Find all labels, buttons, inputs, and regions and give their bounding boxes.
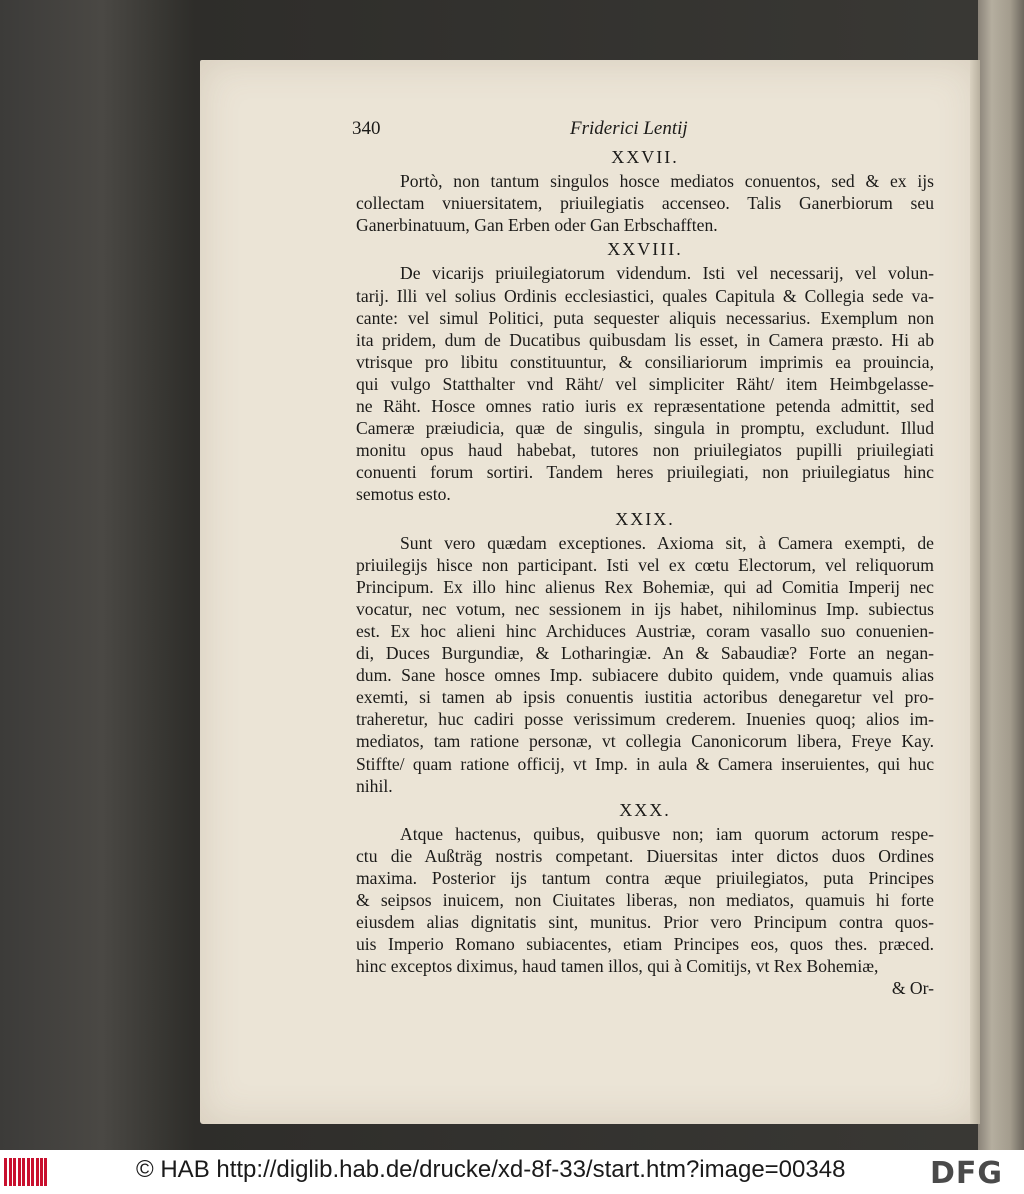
- logo-stripe: [9, 1158, 12, 1186]
- text-line: est. Ex hoc alieni hinc Archiduces Austriæ, coram vasallo suo conuenien-: [356, 620, 934, 641]
- text-line: eiusdem alias dignitatis sint, munitus. Prior vero Principum contra quos-: [356, 912, 934, 933]
- logo-stripe: [31, 1158, 34, 1186]
- text-line: hinc exceptos diximus, haud tamen illos, qui à Comitijs, vt Rex Bohemiæ,: [356, 956, 879, 977]
- text-line: uis Imperio Romano subiacentes, etiam Principes eos, quos thes. præced.: [356, 934, 934, 955]
- text-line: ita pridem, dum de Ducatibus quibusdam lis esset, in Camera præsto. Hi ab: [356, 329, 934, 350]
- text-line: mediatos, tam ratione personæ, vt collegia Canonicorum libera, Freye Kay.: [356, 731, 934, 752]
- text-line: collectam vniuersitatem, priuilegiatis accenseo. Talis Ganerbiorum seu: [356, 193, 934, 214]
- logo-stripe: [4, 1158, 7, 1186]
- sections: [356, 146, 934, 977]
- text-line: cante: vel simul Politici, puta sequester aliquis necessarius. Exemplum non: [356, 307, 934, 328]
- text-line: nihil.: [356, 775, 393, 796]
- text-line: Principum. Ex illo hinc alienus Rex Bohemiæ, qui ad Comitia Imperij nec: [356, 576, 934, 597]
- text-line: conuenti forum sortiri. Tandem heres priuilegiati, non priuilegiatus hinc: [356, 462, 934, 483]
- catchword-line: [356, 977, 934, 999]
- text-line: semotus esto.: [356, 484, 451, 505]
- footer-bar: [0, 1150, 1024, 1194]
- text-line: Stiffte/ quam ratione officij, vt Imp. in aula & Camera inseruientes, qui huc: [356, 753, 934, 774]
- logo-stripe: [18, 1158, 21, 1186]
- text-line: qui vulgo Statthalter vnd Räht/ vel simpliciter Räht/ item Heimbgelasse-: [356, 373, 934, 394]
- text-line: tarij. Illi vel solius Ordinis ecclesiastici, quales Capitula & Collegia sede va-: [356, 285, 934, 306]
- text-line: Ganerbinatuum, Gan Erben oder Gan Erbschafften.: [356, 215, 718, 236]
- text-line: maxima. Posterior ijs tantum contra æque priuilegiatos, puta Principes: [356, 868, 934, 888]
- section-heading: XXIX.: [615, 508, 675, 529]
- page-text: [352, 118, 934, 1000]
- dfg-logo: DFG: [930, 1156, 1004, 1191]
- running-head: [352, 118, 934, 144]
- paragraph: [356, 532, 934, 797]
- page-number: 340: [352, 118, 381, 139]
- hab-barcode-logo: [4, 1158, 48, 1186]
- paragraph: [356, 170, 934, 236]
- text-line: di, Duces Burgundiæ, & Lotharingiæ. An & Sabaudiæ? Forte an negan-: [356, 643, 934, 664]
- page-edge: [970, 60, 980, 1124]
- logo-stripe: [22, 1158, 25, 1186]
- text-line: vocatur, nec votum, nec sessionem in ijs habet, nihilominus Imp. subiectus: [356, 598, 934, 619]
- section-heading: XXVII.: [611, 147, 679, 167]
- logo-stripe: [13, 1158, 16, 1186]
- paragraph: [356, 262, 934, 505]
- running-title: Friderici Lentij: [570, 118, 688, 139]
- text-line: ne Räht. Hosce omnes ratio iuris ex repræsentatione petenda admittit, sed: [356, 396, 934, 417]
- text-line: Sunt vero quædam exceptiones. Axioma sit, à Camera exempti, de: [400, 532, 934, 553]
- text-line: exemti, si tamen ab ipsis conuentis iustitia actoribus denegaretur vel pro-: [356, 687, 934, 708]
- text-line: Portò, non tantum singulos hosce mediatos conuentos, sed & ex ijs: [400, 171, 934, 192]
- logo-stripe: [40, 1158, 43, 1186]
- section-heading: XXX.: [619, 799, 671, 820]
- text-line: & seipsos inuicem, non Ciuitates liberas, non mediatos, quamuis hi forte: [356, 890, 934, 911]
- text-line: ctu die Außträg nostris competant. Diuersitas inter dictos duos Ordines: [356, 845, 934, 866]
- text-line: priuilegijs hisce non participant. Isti vel ex cœtu Electorum, vel reliquorum: [356, 554, 934, 575]
- logo-stripe: [27, 1158, 30, 1186]
- logo-stripe: [36, 1158, 39, 1186]
- catchword: & Or-: [891, 978, 934, 999]
- paragraph: [356, 823, 934, 978]
- text-line: monitu opus haud habebat, tutores non priuilegiatos pupilli priuilegiati: [356, 440, 934, 461]
- logo-stripe: [44, 1158, 47, 1186]
- text-line: Atque hactenus, quibus, quibusve non; iam quorum actorum respe-: [400, 823, 934, 844]
- text-line: traheretur, huc cadiri posse verissimum crederem. Inuenies quoq; alios im-: [356, 709, 934, 730]
- text-line: vtrisque pro libitu constituuntur, & consiliariorum imprimis ea prouincia,: [356, 351, 934, 372]
- section-heading: XXVIII.: [607, 239, 683, 260]
- text-line: De vicarijs priuilegiatorum videndum. Isti vel necessarij, vel volun-: [400, 263, 934, 284]
- text-line: Cameræ præiudicia, quæ de singulis, singula in promptu, excludunt. Illud: [356, 418, 934, 439]
- text-line: dum. Sane hosce omnes Imp. subiacere dubito quidem, vnde quamuis alias: [356, 665, 934, 686]
- copyright-url[interactable]: © HAB http://diglib.hab.de/drucke/xd-8f-33/start.htm?image=00348: [136, 1156, 846, 1183]
